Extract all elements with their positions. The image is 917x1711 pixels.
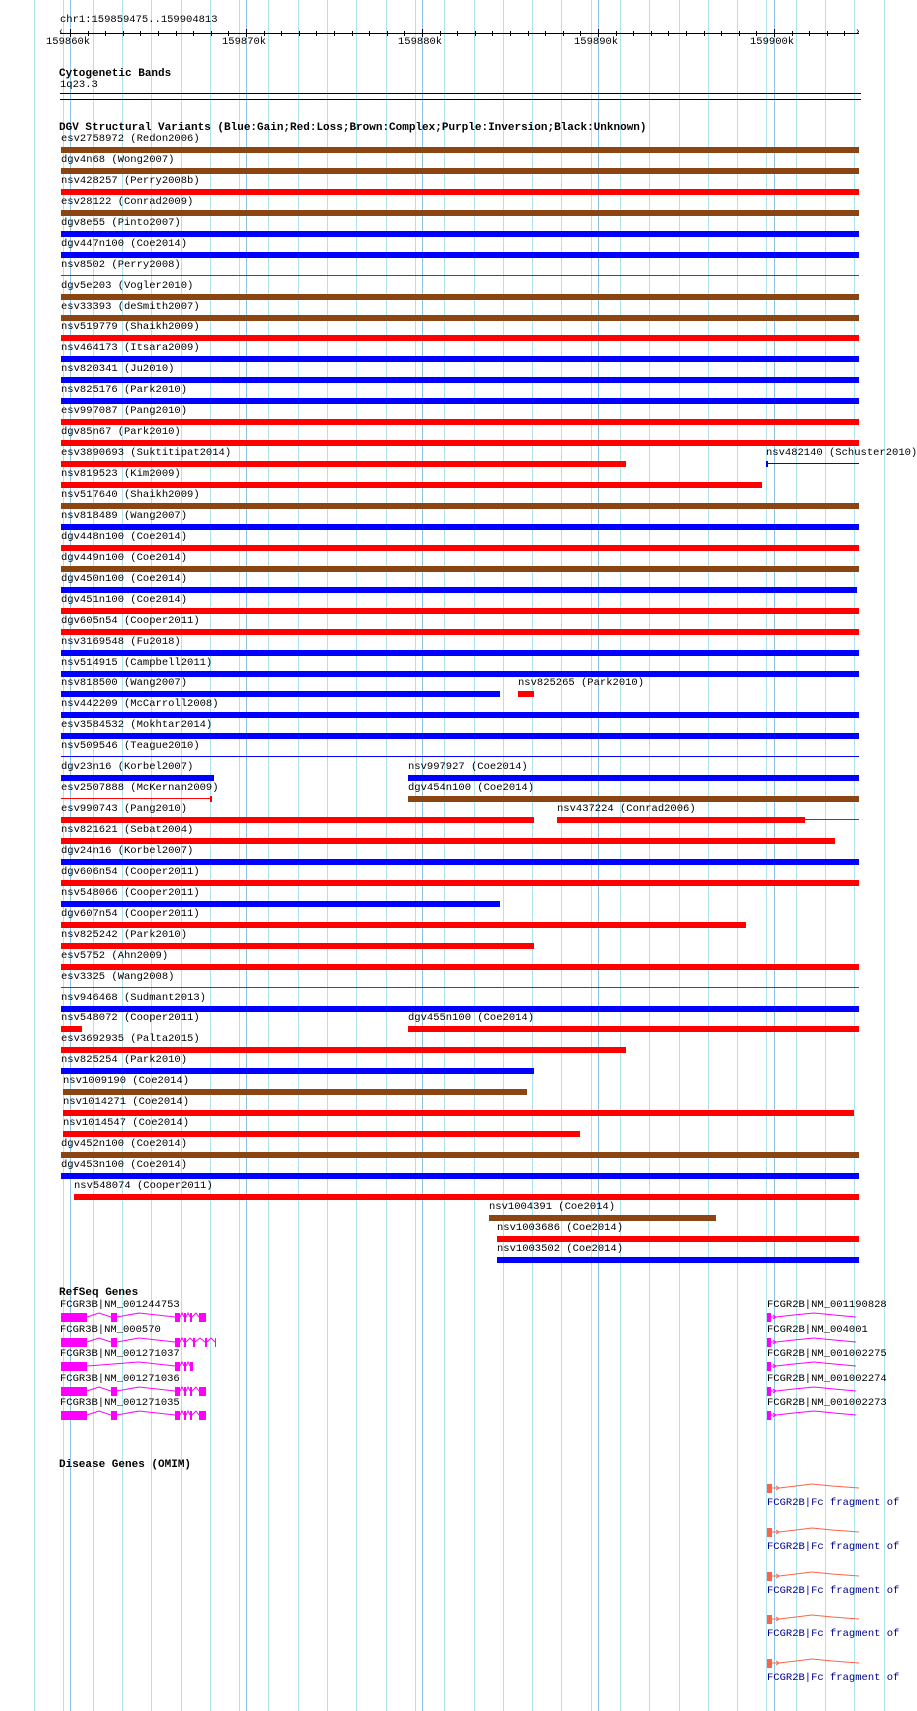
omim-label[interactable]: FCGR2B|Fc fragment of (767, 1628, 900, 1640)
variant-label: nsv825176 (Park2010) (61, 384, 188, 396)
variant-label: esv28122 (Conrad2009) (61, 196, 194, 208)
variant-label: dgv447n100 (Coe2014) (61, 238, 188, 250)
ruler-tick (844, 31, 845, 36)
variant-bar[interactable] (518, 691, 534, 697)
ruler-tick (387, 31, 388, 36)
variant-label: dgv605n54 (Cooper2011) (61, 615, 200, 627)
track-title-omim: Disease Genes (OMIM) (59, 1459, 192, 1471)
variant-bar[interactable] (489, 1215, 716, 1221)
variant-label: dgv455n100 (Coe2014) (408, 1012, 535, 1024)
variant-label: nsv825265 (Park2010) (518, 677, 645, 689)
gene-label: FCGR3B|NM_001271036 (60, 1373, 180, 1385)
omim-label[interactable]: FCGR2B|Fc fragment of (767, 1541, 900, 1553)
variant-bar[interactable] (61, 398, 859, 404)
variant-label: dgv5e203 (Vogler2010) (61, 280, 194, 292)
variant-bar[interactable] (408, 1026, 859, 1032)
variant-bar[interactable] (497, 1257, 859, 1263)
variant-label: dgv85n67 (Park2010) (61, 426, 181, 438)
variant-bar[interactable] (61, 294, 859, 300)
variant-bar[interactable] (61, 1068, 535, 1074)
variant-bar[interactable] (61, 733, 859, 739)
variant-label: nsv1004391 (Coe2014) (489, 1201, 616, 1213)
gene-model[interactable] (59, 1386, 229, 1397)
variant-bar[interactable] (61, 587, 857, 593)
variant-label: dgv607n54 (Cooper2011) (61, 908, 200, 920)
variant-label: dgv452n100 (Coe2014) (61, 1138, 188, 1150)
ruler-tick (528, 31, 529, 36)
ruler-tick (827, 31, 828, 36)
ruler-tick (492, 31, 493, 36)
variant-label: esv3890693 (Suktitipat2014) (61, 447, 232, 459)
arrow-right-icon[interactable]: › (854, 27, 861, 38)
variant-bar[interactable] (61, 691, 500, 697)
variant-bar[interactable] (61, 901, 500, 907)
variant-bar[interactable] (61, 650, 859, 656)
gene-model[interactable] (59, 1361, 229, 1372)
gene-label: FCGR2B|NM_001002273 (767, 1397, 887, 1409)
track-title-refseq: RefSeq Genes (59, 1287, 139, 1299)
omim-gene-model[interactable] (766, 1571, 866, 1582)
ruler-tick (510, 31, 511, 36)
ruler-tick (475, 31, 476, 36)
variant-bar[interactable] (61, 817, 535, 823)
variant-bar[interactable] (61, 566, 859, 572)
variant-label: nsv437224 (Conrad2006) (557, 803, 696, 815)
variant-label: nsv818500 (Wang2007) (61, 677, 188, 689)
ruler-tick (158, 31, 159, 36)
variant-label: dgv606n54 (Cooper2011) (61, 866, 200, 878)
variant-label: nsv825242 (Park2010) (61, 929, 188, 941)
omim-gene-model[interactable] (766, 1527, 866, 1538)
variant-bar[interactable] (61, 231, 859, 237)
variant-label: nsv548072 (Cooper2011) (61, 1012, 200, 1024)
variant-bar[interactable] (63, 1131, 580, 1137)
gene-label: FCGR3B|NM_000570 (60, 1324, 161, 1336)
variant-bar[interactable] (61, 147, 859, 153)
cytoband-label: 1q23.3 (60, 79, 98, 91)
variant-bar[interactable] (61, 1173, 859, 1179)
ruler-tick (176, 31, 177, 36)
variant-label: dgv448n100 (Coe2014) (61, 531, 188, 543)
ruler-tick (633, 31, 634, 36)
variant-bar[interactable] (61, 756, 859, 757)
gene-label: FCGR2B|NM_001002274 (767, 1373, 887, 1385)
variant-bar[interactable] (61, 503, 859, 509)
variant-label: nsv821621 (Sebat2004) (61, 824, 194, 836)
variant-label: dgv454n100 (Coe2014) (408, 782, 535, 794)
ruler-tick (686, 31, 687, 36)
ruler-tick-label: 159880k (398, 36, 443, 48)
variant-bar[interactable] (61, 252, 859, 258)
variant-bar[interactable] (61, 210, 859, 216)
variant-bar[interactable] (61, 775, 214, 781)
ruler-tick-label: 159890k (574, 36, 619, 48)
variant-bar[interactable] (61, 524, 859, 530)
ruler-tick-label: 159900k (750, 36, 795, 48)
omim-label[interactable]: FCGR2B|Fc fragment of (767, 1672, 900, 1684)
ruler-tick-label: 159870k (222, 36, 267, 48)
variant-label: nsv519779 (Shaikh2009) (61, 321, 200, 333)
variant-label: nsv997927 (Coe2014) (408, 761, 528, 773)
ruler-tick (563, 31, 564, 36)
variant-label: nsv819523 (Kim2009) (61, 468, 181, 480)
variant-bar[interactable] (61, 859, 859, 865)
gene-label: FCGR2B|NM_001002275 (767, 1348, 887, 1360)
gene-model[interactable] (766, 1337, 866, 1348)
variant-label: esv3325 (Wang2008) (61, 971, 175, 983)
variant-bar[interactable] (61, 964, 859, 970)
ruler-tick (140, 31, 141, 36)
variant-bar[interactable] (61, 608, 859, 614)
variant-bar[interactable] (61, 712, 859, 718)
variant-bar[interactable] (766, 463, 858, 464)
gene-model[interactable] (59, 1337, 229, 1348)
gene-model[interactable] (766, 1386, 866, 1397)
ruler-tick (545, 31, 546, 36)
variant-bar[interactable] (61, 482, 762, 488)
variant-label: nsv1003502 (Coe2014) (497, 1243, 624, 1255)
variant-bar[interactable] (61, 987, 859, 988)
variant-bar[interactable] (61, 798, 212, 799)
omim-label[interactable]: FCGR2B|Fc fragment of (767, 1585, 900, 1597)
ruler-tick (352, 31, 353, 36)
variant-label: nsv1003686 (Coe2014) (497, 1222, 624, 1234)
ruler-tick (193, 31, 194, 36)
grid-line (34, 0, 35, 1711)
variant-label: nsv820341 (Ju2010) (61, 363, 175, 375)
variant-label: nsv514915 (Campbell2011) (61, 657, 213, 669)
omim-label[interactable]: FCGR2B|Fc fragment of (767, 1497, 900, 1509)
ruler-tick (739, 31, 740, 36)
variant-label: nsv517640 (Shaikh2009) (61, 489, 200, 501)
variant-bar[interactable] (61, 1152, 859, 1158)
variant-label: nsv442209 (McCarroll2008) (61, 698, 219, 710)
variant-bar[interactable] (61, 419, 859, 425)
variant-bar[interactable] (61, 1026, 82, 1032)
variant-label: dgv453n100 (Coe2014) (61, 1159, 188, 1171)
variant-bar[interactable] (408, 775, 859, 781)
variant-label: esv3584532 (Mokhtar2014) (61, 719, 213, 731)
variant-label: nsv428257 (Perry2008b) (61, 175, 200, 187)
gene-label: FCGR2B|NM_001190828 (767, 1299, 887, 1311)
variant-label: nsv509546 (Teague2010) (61, 740, 200, 752)
grid-line (884, 0, 885, 1711)
variant-bar[interactable] (63, 1110, 854, 1116)
gene-model[interactable] (766, 1410, 866, 1421)
variant-label: dgv451n100 (Coe2014) (61, 594, 188, 606)
variant-label: nsv1014271 (Coe2014) (63, 1096, 190, 1108)
gene-model[interactable] (59, 1312, 229, 1323)
gene-model[interactable] (766, 1361, 866, 1372)
variant-label: esv5752 (Ahn2009) (61, 950, 169, 962)
variant-bar[interactable] (61, 335, 859, 341)
variant-label: nsv8502 (Perry2008) (61, 259, 181, 271)
ruler-tick (123, 31, 124, 36)
variant-label: esv997087 (Pang2010) (61, 405, 188, 417)
ruler-tick (809, 31, 810, 36)
variant-label: esv2507888 (McKernan2009) (61, 782, 219, 794)
variant-bar[interactable] (61, 922, 746, 928)
location-label: chr1:159859475..159904813 (60, 14, 218, 26)
variant-bar[interactable] (61, 838, 835, 844)
variant-label: dgv23n16 (Korbel2007) (61, 761, 194, 773)
ruler-tick (651, 31, 652, 36)
ruler-tick (668, 31, 669, 36)
variant-label: nsv818489 (Wang2007) (61, 510, 188, 522)
gene-label: FCGR2B|NM_004001 (767, 1324, 868, 1336)
variant-bar[interactable] (63, 1089, 527, 1095)
ruler-tick (721, 31, 722, 36)
omim-gene-model[interactable] (766, 1483, 866, 1494)
variant-bar[interactable] (74, 1194, 858, 1200)
cytoband-line-bottom[interactable] (60, 99, 861, 100)
variant-bar[interactable] (61, 189, 859, 195)
variant-label: esv3692935 (Palta2015) (61, 1033, 200, 1045)
variant-label: nsv3169548 (Fu2018) (61, 636, 181, 648)
variant-bar[interactable] (61, 1047, 626, 1053)
gene-model[interactable] (59, 1410, 229, 1421)
ruler-tick-label: 159860k (46, 36, 91, 48)
cytoband-line-top[interactable] (60, 93, 861, 94)
variant-label: esv33393 (deSmith2007) (61, 301, 200, 313)
variant-label: nsv482140 (Schuster2010) (766, 447, 917, 459)
track-title-dgv: DGV Structural Variants (Blue:Gain;Red:Loss;Brown:Complex;Purple:Inversion;Black:Unknown) (59, 122, 647, 134)
omim-gene-model[interactable] (766, 1658, 866, 1669)
variant-bar[interactable] (61, 880, 859, 886)
variant-cap[interactable] (210, 796, 212, 802)
variant-bar[interactable] (61, 440, 859, 446)
ruler-tick (211, 31, 212, 36)
variant-bar[interactable] (497, 1236, 859, 1242)
variant-bar[interactable] (61, 377, 859, 383)
arrow-left-icon[interactable]: ‹ (58, 27, 65, 38)
ruler-tick (334, 31, 335, 36)
variant-bar[interactable] (61, 275, 859, 276)
variant-bar[interactable] (61, 168, 859, 174)
variant-label: nsv825254 (Park2010) (61, 1054, 188, 1066)
variant-bar[interactable] (61, 461, 626, 467)
variant-bar-tail[interactable] (805, 819, 859, 820)
variant-cap[interactable] (766, 461, 768, 467)
variant-bar[interactable] (61, 629, 859, 635)
variant-label: dgv449n100 (Coe2014) (61, 552, 188, 564)
variant-label: nsv464173 (Itsara2009) (61, 342, 200, 354)
ruler-tick (369, 31, 370, 36)
gene-label: FCGR3B|NM_001244753 (60, 1299, 180, 1311)
ruler-tick (281, 31, 282, 36)
variant-label: nsv548074 (Cooper2011) (74, 1180, 213, 1192)
variant-label: dgv8e55 (Pinto2007) (61, 217, 181, 229)
variant-label: nsv1009190 (Coe2014) (63, 1075, 190, 1087)
ruler-tick (704, 31, 705, 36)
variant-label: nsv1014547 (Coe2014) (63, 1117, 190, 1129)
ruler-tick (299, 31, 300, 36)
variant-label: nsv548066 (Cooper2011) (61, 887, 200, 899)
variant-label: dgv4n68 (Wong2007) (61, 154, 175, 166)
ruler-tick (105, 31, 106, 36)
variant-bar[interactable] (61, 356, 859, 362)
gene-label: FCGR3B|NM_001271037 (60, 1348, 180, 1360)
omim-gene-model[interactable] (766, 1614, 866, 1625)
gene-model[interactable] (766, 1312, 866, 1323)
gene-label: FCGR3B|NM_001271035 (60, 1397, 180, 1409)
variant-label: esv2758972 (Redon2006) (61, 133, 200, 145)
ruler-tick (316, 31, 317, 36)
variant-label: dgv450n100 (Coe2014) (61, 573, 188, 585)
variant-bar[interactable] (408, 796, 859, 802)
variant-label: dgv24n16 (Korbel2007) (61, 845, 194, 857)
variant-label: nsv946468 (Sudmant2013) (61, 992, 206, 1004)
ruler-tick (457, 31, 458, 36)
variant-bar[interactable] (61, 943, 535, 949)
variant-label: esv990743 (Pang2010) (61, 803, 188, 815)
track-title-cytobands: Cytogenetic Bands (59, 68, 172, 80)
variant-bar[interactable] (61, 545, 859, 551)
variant-bar[interactable] (557, 817, 805, 823)
